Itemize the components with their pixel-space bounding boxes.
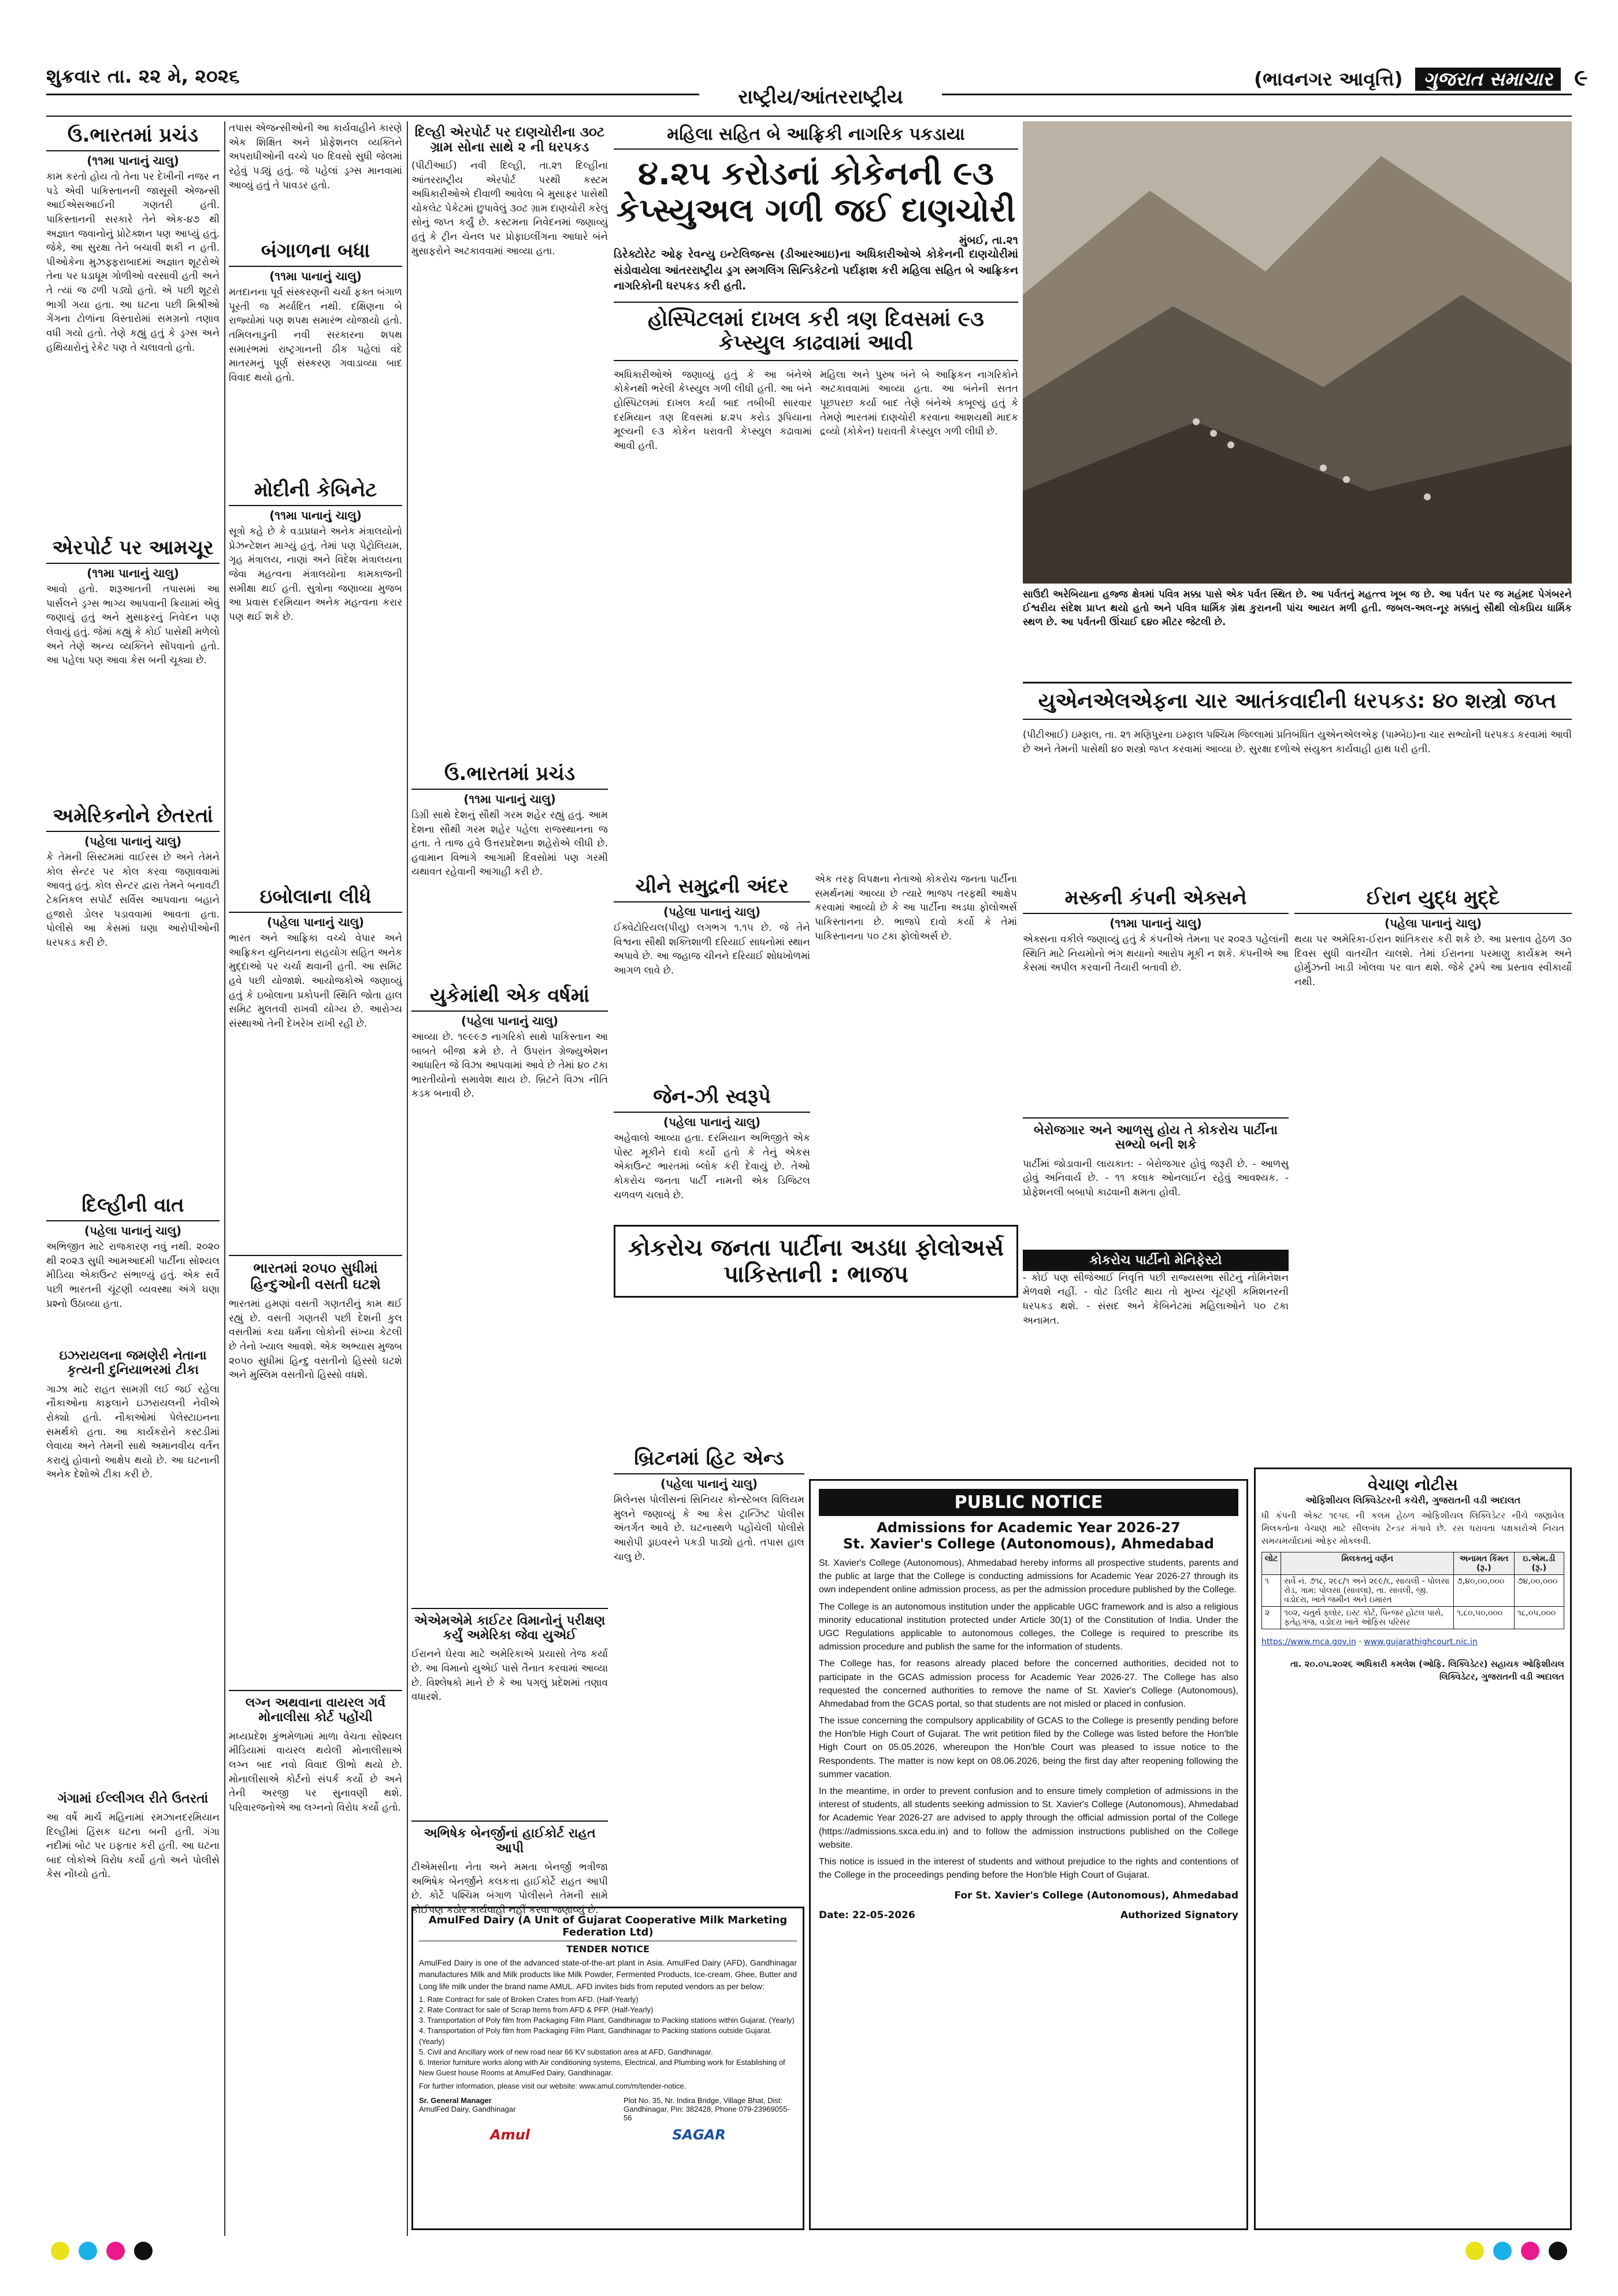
story-title: લગ્ન અથવાના વાયરલ ગર્વ મોનાલીસા કોર્ટ પહોંચી <box>229 1690 402 1730</box>
lead-story <box>614 121 1018 867</box>
story-text: ગાઝા માટે રાહત સામગ્રી લઈ જઈ રહેલા નૌકાઓના કાફલાને ઇઝરાયલની નેવીએ રોક્યો હતો. નૌકાઓમાં પેલેસ્ટાઇનના સમર્થકો હતા. આ કાર્યકરોને કસ્ટડીમાં લેવાયા અને તેમની સાથે અમાનવીય વર્તન કરાયું હોવાનો આક્ષેપ થયો છે. આ ઘટનાની અનેક દેશોએ ટીકા કરી છે. <box>46 1383 220 1481</box>
story-text: આવ્યા છે. ૧૯૯૯૭ નાગરિકો સાથે પાકિસ્તાન આ બાબતે બીજા ક્રમે છે. તે ઉપરાંત ગ્રેજ્યુએશન આધારિત જે વિઝા આપવામાં આવે છે તેમાં ૪૦ ટકા ભારતીયોનો સમાવેશ થાય છે. બ્રિટને વિઝા નીતિ કડક બનાવી છે. <box>411 1031 608 1100</box>
story-text: (પીટીઆઈ) નવી દિલ્હી, તા.૨૧ દિલ્હીના આંતરરાષ્ટ્રીય એરપોર્ટ પરથી કસ્ટમ અધિકારીઓએ દીવાળી આવેલા બે મુસાફર પાસેથી ચોકલેટ પેકેટમાં છુપાવેલું ૩૦ટ ગ્રામ દાણચોરી કરેલું સોનું જપ્ત કર્યું છે. કસ્ટમના નિવેદનમાં જણાવ્યું હતું કે ટ્રીન ચેનલ પર પ્રોફાઇલીંગના આધારે બંને મુસાફરોને અટકાવવામાં આવ્યા હતા. <box>411 159 608 257</box>
story-title: કોકરોચ પાર્ટીનો મેનિફેસ્ટો <box>1023 1250 1289 1271</box>
notice-para: In the meantime, in order to prevent confusion and to ensure timely completion of admissions in the interest of students, all students seeking admission to St. Xavier's College (Autonomous), Ahmedabad for Academic Year 2026-27 are advised to apply through the official admission portal of the College (https://admissions.sxca.edu.in) and to follow the admission instructions published on the College website. <box>819 1786 1238 1850</box>
table-header: લોટ <box>1262 1552 1281 1575</box>
story-title: ઈરાન યુદ્ધ મુદ્દે <box>1294 884 1572 914</box>
story-title: યુએનએલએફના ચાર આતંકવાદીની ધરપકડ: ૪૦ શસ્ત્રો જપ્ત <box>1023 682 1572 720</box>
table-cell: સર્વે નં. ૭૧૮, ૨૯૮/૧ અને ૨૯૯/૬, સાયલી - પોલસા રોડ, ગામ: પોલસા (સાવલા), તા. સાવલી, જી. વડોદરા, ખાતે જમીન અને ઇમારત <box>1281 1575 1454 1607</box>
sale-text: ધી કંપની એક્ટ ૧૯૫૬ ની કલમ હેઠળ ઓફિશીયલ લિક્વિડેટર નીચે જણાવેલ મિલકતોના વેચાણ માટે સીલબંધ ટેન્ડર મંગાવે છે. રસ ધરાવતા પક્ષકારોએ નિયત સમયમર્યાદામાં ઓફર મોકલવી. <box>1261 1510 1564 1546</box>
story-sub: (૧૧મા પાનાનું ચાલુ) <box>269 269 362 283</box>
table-cell: ૭૪,૦૦,૦૦૦ <box>1514 1575 1564 1607</box>
column-1 <box>46 121 220 2236</box>
paper-logo: ગુજરાત સમાચાર <box>1415 68 1560 91</box>
sale-sub: ઓફિશીયલ લિક્વિડેટરની કચેરી, ગુજરાતની વડી અદાલત <box>1305 1495 1521 1506</box>
column-divider <box>224 121 225 2236</box>
column-divider <box>407 121 408 2236</box>
story-title: જેન-ઝી સ્વરૂપે <box>614 1083 810 1113</box>
story-title: ઉ.ભારતમાં પ્રચંડ <box>411 760 608 790</box>
table-cell: ૭,૪૦,૦૦,૦૦૦ <box>1454 1575 1515 1607</box>
amul-item: 6. Interior furniture works along with Air conditioning systems, Electrical, and Plumbing work for Establishing of New Guest house Rooms at AmulFed Dairy, Gandhinagar. <box>419 2058 785 2078</box>
registration-dot <box>1465 2242 1484 2260</box>
story-title: યુકેમાંથી એક વર્ષમાં <box>411 982 608 1012</box>
story-title: ભારતમાં ૨૦૫૦ સુધીમાં હિન્દુઓની વસતી ઘટશે <box>229 1255 402 1297</box>
masthead <box>1254 65 1588 91</box>
lead-headline-2: કેપ્સ્યુઅલ ગળી જઈ દાણચોરી <box>616 191 1016 229</box>
sale-footer: તા. ૨૦.૦૫.૨૦૨૬ અધિકારી કમલેશ (ઓફિ. લિક્વિડેટર) સહાયક ઓફિશીયલ લિક્વિડેટર, ગુજરાતની વડી અદાલત <box>1290 1659 1564 1682</box>
story-text: ઈરાનને ઘેરવા માટે અમેરિકાએ પ્રયાસો તેજ કર્યા છે. આ વિમાનો યુએઈ પાસે તૈનાત કરવામાં આવ્યા છે. વિશ્લેષકો માને છે કે આ પગલું પ્રદેશમાં તણાવ વધારશે. <box>411 1648 608 1703</box>
story-sub: (પહેલા પાનાનું ચાલુ) <box>84 1224 182 1238</box>
amul-logo: Amul <box>490 2127 530 2143</box>
story-text: તપાસ એજન્સીઓની આ કાર્યવાહીને કારણે એક શિક્ષિત અને પ્રોફેશનલ વ્યક્તિને અપરાધીઓની વચ્ચે ૫૦ દિવસો સુધી જેલમાં રહેવું પડ્યું હતું. જે પહેલાં ડ્રગ્સ માનવામાં આવ્યું હતું તે પાવડર હતો. <box>229 122 402 191</box>
story-sub: (પહેલા પાનાનું ચાલુ) <box>84 834 182 848</box>
column-6 <box>1294 884 1572 1462</box>
notice-college: St. Xavier's College (Autonomous), Ahmedabad <box>843 1536 1214 1552</box>
sagar-logo: SAGAR <box>672 2127 726 2143</box>
story-title: બ્રિટનમાં હિટ એન્ડ <box>614 1444 804 1474</box>
amul-tender <box>411 1907 804 2230</box>
column-4 <box>614 872 810 1392</box>
amul-item: 3. Transportation of Poly film from Packaging Film Plant, Gandhinagar to Packing stations within Gujarat. (Yearly) <box>419 2016 795 2025</box>
lead-photo <box>1023 121 1572 584</box>
registration-dot <box>106 2242 125 2260</box>
sale-notice: વેચાણ નોટીસ ઓફિશીયલ લિક્વિડેટરની કચેરી, ગુજરાતની વડી અદાલત ધી કંપની એક્ટ ૧૯૫૬ ની કલમ હેઠળ ઓફિશીયલ લિક્વિડેટર નીચે જણાવેલ મિલકતોના વેચાણ માટે સીલબંધ ટેન્ડર મંગાવે છે. રસ ધરાવતા પક્ષકારોએ નિયત સમયમર્યાદામાં ઓફર મોકલવી. લોટ મિલકતનું વર્ણન અનામત કિંમત (રૂ.) ઇ.એમ.ડી (રૂ.) ૧ સર્વે નં. ૭૧૮, ૨૯૮/૧ અને ૨૯૯/૬, સાયલી - પોલસા રોડ, ગામ: પોલસા (સાવલા), તા. સાવલી, જી. વડોદરા, ખાતે જમીન અને ઇમારત ૭,૪૦,૦૦,૦૦૦ ૭૪,૦૦,૦૦૦ ૨ ૧૦૨, ચતુર્થ ફ્લોર, ઇસ્ટ કોર્ટ, પિન્જર હોટલ પાસે, ફતેહગંજ, વડોદરા ખાતે ઓફિસ પરિસર ૧,૮૦,૫૦,૦૦૦ ૧૮,૦૫,૦૦૦ https://www.mca.gov.in · www.gujarathighcourt.nic.in તા. ૨૦.૦૫.૨૦૨૬ અધિકારી કમલેશ (ઓફિ. લિક્વિડેટર) સહાયક ઓફિશીયલ લિક્વિડેટર, ગુજરાતની વડી અદાલત <box>1254 1467 1572 2230</box>
sale-table <box>1261 1552 1564 1629</box>
registration-dots-right <box>1461 2242 1572 2265</box>
story-title: ગંગામાં ઈલ્લીગલ રીતે ઉતરતાં <box>57 1791 209 1806</box>
registration-dot <box>134 2242 153 2260</box>
table-row <box>1262 1575 1564 1607</box>
lead-dateline: મુંબઈ, તા.૨૧ <box>959 234 1018 247</box>
notice-subtitle: Admissions for Academic Year 2026-27 <box>877 1519 1181 1536</box>
amul-signer-2: AmulFed Dairy, Gandhinagar <box>419 2105 516 2114</box>
notice-title: PUBLIC NOTICE <box>819 1489 1238 1516</box>
page-number: ૯ <box>1574 65 1588 91</box>
story-text: ભારત અને આફ્રિકા વચ્ચે વેપાર અને આફ્રિકન યુનિયનના સહયોગ સહિત અનેક મુદ્દાઓ પર ચર્ચા થવાની હતી. આ સમિટ હવે પછી યોજાશે. આયોજકોએ જણાવ્યું હતું કે ઇબોલાના પ્રકોપની સ્થિતિ જોતા હાલ સમિટ મુલતવી રાખવી યોગ્ય છે. આરોગ્ય સંસ્થાઓ તેની દેખરેખ રાખી રહી છે. <box>229 932 402 1030</box>
story-text: કામ કરતો હોય તો તેના પર દેખીની નજર ન પડે એવી પાકિસ્તાનની જાસૂસી એજન્સી આઈએસઆઈની ગણતરી હતી. પાકિસ્તાનની સરકારે તેને એક-૪૭ થી અજ્ઞાત જવાનોનું પ્રોટેક્શન પણ આપ્યું હતું. જેકે, આ સુરક્ષા તેને બચાવી શકી ન હતી. પીઓકેના મુઝફ્ફરાબાદમાં અજ્ઞાત શૂટરોએ તેના પર ધડાધૂમ ગોળીઓ વરસાવી હતી અને તે ત્યાં જ ઢળી પડ્યો હતો. એ પછી શૂટરો ભાગી ગયા હતા. આ ઘટના પછી મિશ્રીઓ ગેંગના ટોળાંના વિસ્તારોમાં સમગ્રનો તણાવ વધી ગયો હતો. તેણે કહ્યું હતું કે ડ્રગ્સ અને હથિયારોનું રેકેટ પણ તે ચલાવતો હતો. <box>46 171 220 354</box>
story-text: ઈક્વેટોરિયલ(પીયુ) લગભગ ૧.૧૫ છે. જે તેને વિશ્વના સૌથી શક્તિશાળી દરિયાઈ સાધનોમાં સ્થાન અપાવે છે. આ જહાજ ચીનને દરિયાઈ શોધખોળમાં આગળ લાવે છે. <box>614 922 810 976</box>
amul-item: 5. Civil and Ancillary work of new road near 66 KV substation area at AFD, Gandhinagar. <box>419 2047 713 2056</box>
story-sub: (૧૧મા પાનાનું ચાલુ) <box>87 154 179 168</box>
story-text: અભિજીત માટે રાજકારણ નવું નથી. ૨૦૨૦ થી ૨૦૨૩ સુધી આમઆદમી પાર્ટીના સોશ્યલ મીડિયા એકાઉન્ટ સંભાળ્યું હતું. એક સર્વે પછી ભારતની ચૂંટણી વ્યવસ્થા અંગે ઘણા પ્રશ્નો ઉઠાવ્યા હતા. <box>46 1241 220 1310</box>
registration-dot <box>1521 2242 1539 2260</box>
registration-dot <box>1493 2242 1512 2260</box>
story-title: એરપોર્ટ પર આમચૂર <box>46 534 220 564</box>
registration-dots-left <box>46 2242 157 2265</box>
amul-item: 4. Transportation of Poly film from Packaging Film Plant, Gandhinagar to Packing stations outside Gujarat. (Yearly) <box>419 2026 772 2046</box>
registration-dot <box>51 2242 69 2260</box>
mountain-image <box>1023 121 1572 584</box>
table-cell: ૧ <box>1262 1575 1281 1607</box>
story-text: ભારતમાં હમણાં વસતી ગણતરીનું કામ થઈ રહ્યું છે. વસતી ગણતરી પછી દેશની કુલ વસતીમાં કયા ધર્મના લોકોની સંખ્યા કેટલી છે તેનો ખ્યાલ આવશે. એક અભ્યાસ મુજબ ૨૦૫૦ સુધીમાં હિન્દુ વસતીનો હિસ્સો ઘટશે અને મુસ્લિમ વસતીનો હિસ્સો વધશે. <box>229 1298 402 1381</box>
amul-item: 1. Rate Contract for sale of Broken Crates from AFD. (Half-Yearly) <box>419 1994 639 2004</box>
story-text: - કોઈ પણ સીજેઆઈ નિવૃત્તિ પછી રાજ્યસભા સીટનું નોમિનેશન મેળવશે નહીં. - વોટ ડિલીટ થાય તો મુખ્ય ચૂંટણી કમિશનરની ધરપકડ થશે. - સંસદ અને કેબિનેટમાં મહિલાઓને ૫૦ ટકા અનામત. <box>1023 1272 1289 1327</box>
table-header: મિલકતનું વર્ણન <box>1281 1552 1454 1575</box>
story-title: મોદીની કેબિનેટ <box>229 476 402 506</box>
story-title: કોકરોચ જનતા પાર્ટીના અડધા ફોલોઅર્સ પાકિસ્તાની : ભાજપ <box>614 1225 1018 1298</box>
story-text: મધ્યપ્રદેશ કુંભમેળામાં માળા વેચતા સોશ્યલ મીડિયામાં વાયરલ થયેલી મોનાલીસાએ લગ્ન બાદ નવો વિવાદ ઊભો થયો છે. મોનાલીસાએ કોર્ટનો સંપર્ક કર્યો છે અને તેની અરજી પર સુનાવણી થશે. પરિવારજનોએ આ લગ્નનો વિરોધ કર્યો હતો. <box>229 1730 402 1814</box>
notice-signatory: Authorized Signatory <box>1120 1909 1238 1922</box>
notice-para: The College has, for reasons already placed before the concerned authorities, decided not to participate in the GCAS admission process for Academic Year 2026-27. The College has also requested the concerned authorities to remove the name of St. Xavier's College (Autonomous), Ahmedabad from the GCAS portal, so that students are not misled or placed in confusion. <box>819 1659 1238 1709</box>
story-text: (પીટીઆઈ) ઇમ્ફાલ, તા. ૨૧ મણિપુરના ઇમ્ફાલ પશ્ચિમ જિલ્લામાં પ્રતિબંધિત યુએનએલએફ (પામ્બેઇ)ના ચાર સભ્યોની ધરપકડ કરવામાં આવી છે અને તેમની પાસેથી ૪૦ શસ્ત્રો જપ્ત કરવામાં આવ્યા છે. સુરક્ષા દળોએ સંયુક્ત કાર્યવાહી હાથ ધરી હતી. <box>1023 729 1572 755</box>
notice-para: The College is an autonomous institution under the applicable UGC framework and is also a religious minority educational institution protected under Article 30(1) of the Constitution of India. Under the UGC Regulations applicable to autonomous colleges, the College is required to prescribe its admission procedure and publish the same for the information of students. <box>819 1602 1238 1652</box>
header-rule-2 <box>46 116 1572 117</box>
column-mid <box>815 872 1017 1392</box>
story-title: અભિષેક બેનર્જીનાં હાઈકોર્ટ રાહત આપી <box>411 1821 608 1860</box>
story-text: ટીએમસીના નેતા અને મમતા બેનર્જી ભત્રીજા અભિષેક બેનર્જીને કલકત્તા હાઈકોર્ટે રાહત આપી છે. કોર્ટે પશ્ચિમ બંગાળ પોલીસને તેમની સામે કોઈપણ કઠોર કાર્યવાહી નહીં કરવા જણાવ્યું છે. <box>411 1862 608 1916</box>
photo-caption: સાઉદી અરેબિયાના હજ્જ ક્ષેત્રમાં પવિત્ર મક્કા પાસે એક પર્વત સ્થિત છે. આ પર્વતનું મહત્ત્વ ખૂબ જ છે. આ પર્વત પર જ મહંમદ પેગંબરને ઈશ્વરીય સંદેશ પ્રાપ્ત થયો હતો અને પવિત્ર ધાર્મિક ગ્રંથ કુરાનની પાંચ આયત મળી હતી. જબલ-અલ-નૂર મક્કાનું સૌથી લોકપ્રિય ધાર્મિક સ્થળ છે. આ પર્વતની ઊંચાઈ ૬૪૦ મીટર જેટલી છે. <box>1023 589 1572 628</box>
sale-url-1[interactable]: https://www.mca.gov.in <box>1261 1637 1356 1647</box>
column-2 <box>229 121 402 2236</box>
story-text: મિલેનસ પોલીસનાં સિનિયર કોન્સ્ટેબલ વિલિયમ મુલને જણાવ્યું કે આ કેસ ટ્રાન્ઝિટ પોલીસ અંતર્ગત આવે છે. ઘટનાસ્થળે પહોંચેલી પોલીસે આરોપી ડ્રાઇવરને પકડી પાડ્યો હતો. તપાસ હાલ ચાલુ છે. <box>614 1494 804 1563</box>
story-title: દિલ્હી એરપોર્ટ પર દાણચોરીના ૩૦ટ ગ્રામ સોના સાથે ૨ ની ધરપકડ <box>414 125 605 155</box>
lead-body: અધિકારીઓએ જણાવ્યું હતું કે આ બંનેએ કોકેનથી ભરેલી કેપ્સ્યુલ ગળી લીધી હતી. આ બંને હોસ્પિટલમાં દાખલ કર્યા બાદ તબીબી સારવાર દરમિયાન ત્રણ દિવસમાં ૪.૨૫ કરોડ રૂપિયાના મૂલ્યની ૯૩ કોકેન ધરાવતી કેપ્સ્યુલ કઢાવામાં આવી હતી. <box>614 369 812 452</box>
table-cell: ૧,૮૦,૫૦,૦૦૦ <box>1454 1607 1515 1629</box>
story-text: આવો હતો. શરૂઆતની તપાસમાં આ પાર્સલને ડ્રગ્સ ભાગ્ય આપવાની ક્રિયામાં એવું જણાયું હતું અને મુસાફરનું નિવેદન પણ લેવાયું હતું. જેમાં કહ્યું કે કોઈ પાસેથી મળેલો અને તેણે અન્ય વ્યક્તિને સોંપવાનો હતો. આ પહેલા પણ આવા કેસ બની ચૂક્યા છે. <box>46 584 220 667</box>
column-5 <box>1023 884 1289 1404</box>
notice-date: Date: 22-05-2026 <box>819 1909 915 1922</box>
column-4-lower <box>614 1444 804 1918</box>
amul-address: Plot No. 35, Nr. Indira Bridge, Village Bhat, Dist: Gandhinagar, Pin: 382428, Phone 079-23969055-56 <box>624 2096 790 2123</box>
story-title: બેરોજગાર અને આળસુ હોય તે કોકરોચ પાર્ટીના સભ્યો બની શકે <box>1023 1117 1289 1157</box>
lead-intro: ડિરેક્ટોરેટ ઓફ રેવન્યુ ઇન્ટેલિજન્સ (ડીઆરઆઇ)ના અધિકારીઓએ કોકેનની દાણચોરીમાં સંડોવાયેલા આંતરરાષ્ટ્રીય ડ્રગ સ્મગલિંગ સિન્ડિકેટનો પર્દાફાશ કરી મહિલા સહિત બે આફ્રિકન નાગરિકોની ધરપકડ કરી હતી. <box>614 248 1018 293</box>
amul-signer: Sr. General Manager <box>419 2096 492 2105</box>
amul-item: 2. Rate Contract for sale of Scrap Items from AFD & PFP. (Half-Yearly) <box>419 2005 654 2015</box>
story-title: એએમએમે કાઈટર વિમાનોનું પરીક્ષણ કર્યું અમેરિકા જેવા યુએઈ <box>411 1608 608 1648</box>
table-cell: ૨ <box>1262 1607 1281 1629</box>
story-sub: (પહેલા પાનાનું ચાલુ) <box>660 1477 758 1491</box>
registration-dot <box>1549 2242 1567 2260</box>
lead-kicker: મહિલા સહિત બે આફ્રિકી નાગરિક પકડાયા <box>614 121 1018 150</box>
story-sub: (પહેલા પાનાનું ચાલુ) <box>461 1013 559 1028</box>
story-text: એક તરફ વિપક્ષના નેતાઓ કોકરોચ જનતા પાર્ટીના સમર્થનમાં આવ્યા છે ત્યારે ભાજપ તરફથી આક્ષેપ કરવામાં આવ્યો છે કે આ પાર્ટીના અડધા ફોલોઅર્સ પાકિસ્તાનના છે. ભાજપે દાવો કર્યો કે તેમાં પાકિસ્તાનના ૫૦ ટકા ફોલોઅર્સ છે. <box>815 874 1017 942</box>
edition-label: (ભાવનગર આવૃત્તિ) <box>1254 68 1403 90</box>
notice-para: St. Xavier's College (Autonomous), Ahmedabad hereby informs all prospective students, parents and the public at large that the College is conducting admissions for Academic Year 2026-27 through its own independent online admission process, as per the admission procedure published by the College. <box>819 1558 1238 1595</box>
story-text: સૂત્રો કહે છે કે વડાપ્રધાને અનેક મંત્રાલયોનો પ્રેઝન્ટેશન માગ્યું હતું. તેમાં પણ પેટ્રોલિયમ, ગૃહ મંત્રાલય, નાણાં અને વિદેશ મંત્રાલયના જેવા મહત્વના મંત્રાલયોના કામકાજની સમીક્ષા થઈ હતી. સુત્રોના જણાવ્યા મુજબ આ પ્રવાસ દરમિયાન અનેક મહત્વના કરાર પણ થઈ શકે છે. <box>229 526 402 623</box>
table-cell: ૧૦૨, ચતુર્થ ફ્લોર, ઇસ્ટ કોર્ટ, પિન્જર હોટલ પાસે, ફતેહગંજ, વડોદરા ખાતે ઓફિસ પરિસર <box>1281 1607 1454 1629</box>
registration-dot <box>79 2242 97 2260</box>
section-title: રાષ્ટ્રીય/આંતરરાષ્ટ્રીય <box>699 86 942 109</box>
story-text: ડિગ્રી સાથે દેશનું સૌથી ગરમ શહેર રહ્યું હતું. આમ દેશના સૌથી ગરમ શહેર પહેલા રાજસ્થાનના જ હતા. તે તાજ હવે ઉત્તરપ્રદેશના શહેરોએ લીધી છે. હવામાન વિભાગે આગામી દિવસોમાં પણ ગરમી યથાવત રહેવાની આગાહી કરી છે. <box>411 809 608 878</box>
story-text: પાર્ટીમાં જોડાવાની લાયકાત: - બેરોજગાર હોવું જરૂરી છે. - આળસુ હોવું અનિવાર્ય છે. - ૧૧ કલાક ઓનલાઈન રહેવું આવશ્યક. - પ્રોફેશનલી બબાપો કાઢવાની ક્ષમતા હોવી. <box>1023 1158 1289 1198</box>
story-title: ઇઝરાયલના જમણેરી નેતાના કૃત્યની દુનિયાભરમાં ટીકા <box>59 1348 207 1378</box>
notice-para: This notice is issued in the interest of students and without prejudice to the rights and contentions of the College in the proceedings pending before the Hon'ble High Court of Gujarat. <box>819 1856 1238 1881</box>
lead-subhead: હોસ્પિટલમાં દાખલ કરી ત્રણ દિવસમાં ૯૩ કેપ્સ્યુલ કાઢવામાં આવી <box>614 302 1018 361</box>
amul-text: AmulFed Dairy is one of the advanced state-of-the-art plant in Asia. AmulFed Dairy (AFD), Gandhinagar manufactures Milk and Milk products like Milk Powder, Fermented Products, Ice-cream, Ghee, Butter and Long life milk under the brand name AMUL. AFD invites bids from reputed vendors as per below: <box>419 1958 797 1991</box>
story-sub: (પહેલા પાનાનું ચાલુ) <box>266 915 365 929</box>
story-title: અમેરિકનોને છેતરતાં <box>46 802 220 832</box>
amul-title: AmulFed Dairy (A Unit of Gujarat Cooperative Milk Marketing Federation Ltd) <box>419 1914 797 1941</box>
story-title: બંગાળના બધા <box>229 237 402 267</box>
sale-url-2[interactable]: www.gujarathighcourt.nic.in <box>1364 1637 1478 1647</box>
notice-sign: For St. Xavier's College (Autonomous), Ahmedabad <box>954 1890 1238 1902</box>
table-cell: ૧૮,૦૫,૦૦૦ <box>1514 1607 1564 1629</box>
story-sub: (૧૧મા પાનાનું ચાલુ) <box>87 566 179 580</box>
public-notice <box>809 1479 1248 2230</box>
story-text: એક્સના વકીલે જણાવ્યું હતું કે કંપનીએ તેમના પર ૨૦૨૩ પહેલાંની સ્થિતિ માટે નિયમોનો ભંગ થયાનો આરોપ મૂકી ન શકે. કંપનીએ આ કેસમાં અપીલ કરવાની તૈયારી બતાવી છે. <box>1023 934 1289 974</box>
story-title: દિલ્હીની વાત <box>46 1191 220 1221</box>
story-title: ઉ.ભારતમાં પ્રચંડ <box>46 121 220 151</box>
story-sub: (પહેલા પાનાનું ચાલુ) <box>663 905 761 919</box>
story-sub: (૧૧મા પાનાનું ચાલુ) <box>1109 916 1202 930</box>
amul-items <box>419 1994 797 2079</box>
story-text: મતદાનના પૂર્વ સંસ્કરણની ચર્ચા ફક્ત બંગાળ પૂરતી જ મર્યાદિત નથી. દક્ષિણના બે રાજ્યોમાં પણ શપથ સમારંભ યોજાયો હતો. તમિલનાડુની નવી સરકારના શપથ સમારંભમાં રાષ્ટ્રગાનની ઠીક પહેલાં વંદે માતરમનું પૂર્ણ સંસ્કરણ ગવાડાવ્યા બાદ વિવાદ થયો હતો. <box>229 287 402 384</box>
story-title: ઇબોલાના લીધે <box>229 883 402 913</box>
story-text: કે તેમની સિસ્ટમમાં વાઈરસ છે અને તેમને કોલ સેન્ટર પર કોલ કરવા જણાવવામાં આવતું હતું. કોલ સેન્ટર દ્વારા તેમને બનાવટી ટેકનિકલ સપોર્ટ સર્વિસ આપવાના બહાને હજારો ડોલર પડાવવામાં આવતા હતા. પોલીસે આ કેસમાં ઘણા આરોપીઓની ધરપકડ કરી છે. <box>46 852 220 949</box>
story-sub: (પહેલા પાનાનું ચાલુ) <box>663 1115 761 1129</box>
story-sub: (પહેલા પાનાનું ચાલુ) <box>1384 916 1482 930</box>
table-row <box>1262 1607 1564 1629</box>
story-title: મસ્કની કંપની એક્સને <box>1023 884 1289 914</box>
story-sub: (૧૧મા પાનાનું ચાલુ) <box>269 508 362 522</box>
lead-headline-1: ૪.૨૫ કરોડનાં કોકેનની ૯૩ <box>638 154 994 192</box>
amul-contact: For further information, please visit our website: www.amul.com/m/tender-notice. <box>419 2082 686 2091</box>
table-header: અનામત કિંમત (રૂ.) <box>1454 1552 1515 1575</box>
story-title: ચીને સમુદ્રની અંદર <box>614 872 810 902</box>
notice-para: The issue concerning the compulsory applicability of GCAS to the College is presently pending before the Hon'ble High Court of Gujarat. The writ petition filed by the College was listed before the Hon'ble High Court on 05.05.2026, whereupon the Hon'ble Court was pleased to issue notice to the Respondents. The matter is now kept on 08.06.2026, being the first day after reopening following the summer vacation. <box>819 1716 1238 1779</box>
lead-body: મહિલા અને પુરુષ બંને બે આફ્રિકન નાગરિકોને અટકાવવામાં આવ્યા હતા. આ બંનેની સતત પૂછપરછ કર્યા બાદ તેણે બંનેએ કબૂલ્યું હતું કે તેમણે ભારતમાં દાણચોરી કરવાના આશયથી માદક દ્રવ્યો (કોકેન) ધરાવતી કેપ્સ્યુલ ગળી લીધી છે. <box>820 369 1018 438</box>
registration-marks <box>46 2242 1572 2265</box>
story-text: આ વર્ષે માર્ચ મહિનામાં રમઝાનદરમિયાન દિલ્હીમાં હિંસક ઘટના બની હતી. ગંગા નદીમાં બોટ પર ઇફતાર કરી હતી. આ ઘટના બાદ લોકોએ વિરોધ કર્યો હતો અને પોલીસે કેસ નોંધ્યો હતો. <box>46 1811 220 1881</box>
table-header: ઇ.એમ.ડી (રૂ.) <box>1514 1552 1564 1575</box>
story-text: અહેવાલો આવ્યા હતા. દરમિયાન અભિજીતે એક પોસ્ટ મૂકીને દાવો કર્યો હતો કે તેનું એકસ એકાઉન્ટ ભારતમાં બ્લોક કરી દેવાયું છે. તેઓ કોકરોચ જનતા પાર્ટી નામની એક ડિજિટલ ચળવળ ચલાવે છે. <box>614 1132 810 1201</box>
story-text: થયા પર અમેરિકા-ઈરાન શાંતિકરાર કરી શકે છે. આ પ્રસ્તાવ હેઠળ ૩૦ દિવસ સુધી વાતચીત ચાલશે. તેમાં ઈરાનના પરમાણુ કાર્યક્રમ અને હોર્મુઝની ખાડી ખોલવા પર વાત થશે. જેકે ટ્રમ્પે આ પ્રસ્તાવ સ્વીકાર્યો નથી. <box>1294 934 1572 988</box>
story-sub: (૧૧મા પાનાનું ચાલુ) <box>463 792 556 806</box>
page-date: શુક્રવાર તા. ૨૨ મે, ૨૦૨૬ <box>46 65 240 87</box>
amul-sub: TENDER NOTICE <box>566 1944 650 1955</box>
sale-title: વેચાણ નોટીસ <box>1368 1475 1458 1494</box>
